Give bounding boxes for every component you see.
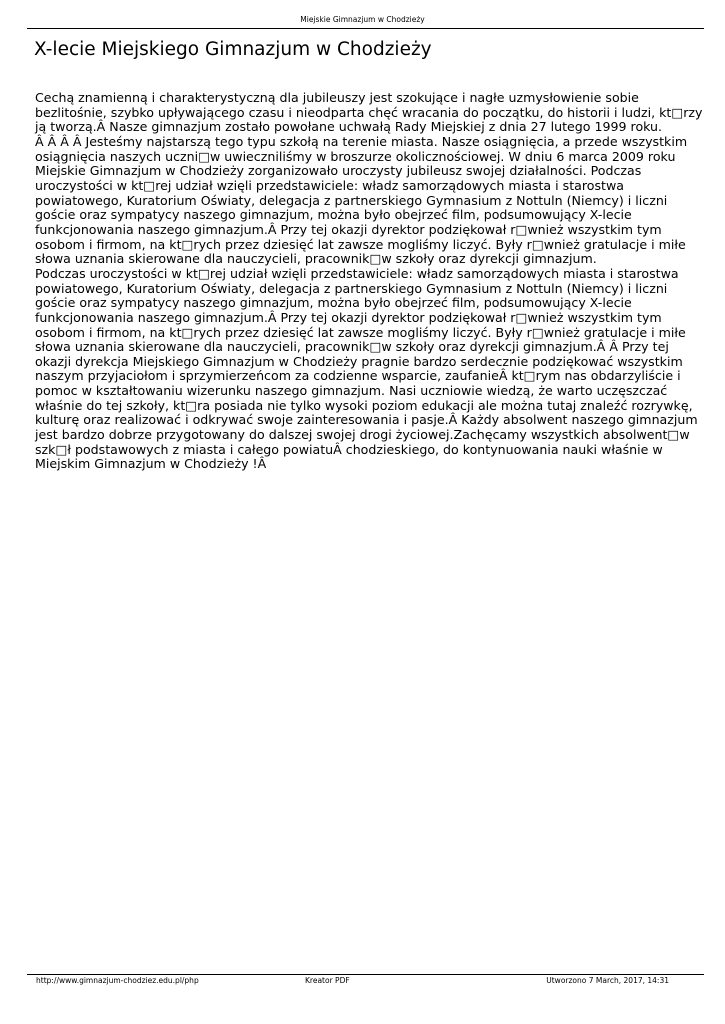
body-line: osobom i firmom, na kt□rych przez dziesięć lat zawsze mogliśmy liczyć. Były r□wnież gratulacje i miłe	[35, 324, 686, 340]
body-line: Â Â Â Â Jesteśmy najstarszą tego typu szkołą na terenie miasta. Nasze osiągnięcia, a przede wszystkim	[35, 133, 688, 149]
body-line: funkcjonowania naszego gimnazjum.Â Przy tej okazji dyrektor podziękował r□wnież wszystkim tym	[35, 221, 662, 237]
body-line: słowa uznania skierowane dla nauczycieli, pracownik□w szkoły oraz dyrekcji gimnazjum.	[35, 251, 597, 267]
header-rule	[27, 28, 704, 29]
footer-created-date: Utworzono 7 March, 2017, 14:31	[546, 976, 669, 985]
footer-rule	[27, 974, 704, 975]
body-line: właśnie do tej szkoły, kt□ra posiada nie tylko wysoki poziom edukacji ale można tutaj znaleźć rozrywkę,	[35, 397, 693, 413]
body-line: ją tworzą.Â Nasze gimnazjum zostało powołane uchwałą Rady Miejskiej z dnia 27 lutego 1999 roku.	[35, 119, 663, 135]
body-line: Cechą znamienną i charakterystyczną dla jubileuszy jest szokujące i nagłe uzmysłowienie sobie	[35, 90, 639, 105]
body-line: goście oraz sympatycy naszego gimnazjum, można było obejrzeć film, podsumowujący X-lecie	[35, 207, 632, 223]
body-line: funkcjonowania naszego gimnazjum.Â Przy tej okazji dyrektor podziękował r□wnież wszystkim tym	[35, 309, 662, 325]
body-line: słowa uznania skierowane dla nauczycieli, pracownik□w szkoły oraz dyrekcji gimnazjum.Â Â Przy tej	[35, 339, 669, 355]
body-line: Miejskie Gimnazjum w Chodzieży zorganizowało uroczysty jubileusz swojej działalności. Podczas	[35, 163, 642, 179]
body-line: jest bardzo dobrze przygotowany do dalszej swojej drogi życiowej.Zachęcamy wszystkich absolwent□w	[35, 427, 690, 443]
body-line: bezlitośnie, szybko upływającego czasu i nieodparta chęć wracania do początku, do historii i ludzi, kt□rzy	[35, 104, 703, 120]
body-line: naszym przyjaciołom i sprzymierzeńcom za codzienne wsparcie, zaufanieÂ kt□rym nas obdarzyliście i	[35, 368, 681, 384]
body-line: uroczystości w kt□rej udział wzięli przedstawiciele: władz samorządowych miasta i starostwa	[35, 177, 624, 193]
body-line: kulturę oraz realizować i odkrywać swoje zainteresowania i pasje.Â Każdy absolwent naszego gimnazjum	[35, 412, 698, 428]
running-header: Miejskie Gimnazjum w Chodzieży	[300, 15, 425, 24]
body-line: osiągnięcia naszych uczni□w uwieczniliśmy w broszurze okolicznościowej. W dniu 6 marca 2009 roku	[35, 148, 676, 164]
body-line: Miejskim Gimnazjum w Chodzieży !Â	[35, 456, 267, 472]
body-line: goście oraz sympatycy naszego gimnazjum, można było obejrzeć film, podsumowujący X-lecie	[35, 295, 632, 311]
footer-creator: Kreator PDF	[305, 976, 350, 985]
page-title: X-lecie Miejskiego Gimnazjum w Chodzieży	[34, 39, 432, 60]
body-line: Podczas uroczystości w kt□rej udział wzięli przedstawiciele: władz samorządowych miasta i starostwa	[35, 265, 679, 281]
body-line: okazji dyrekcja Miejskiego Gimnazjum w Chodzieży pragnie bardzo serdecznie podziękować wszystkim	[35, 353, 683, 369]
footer-url: http://www.gimnazjum-chodziez.edu.pl/php	[36, 976, 199, 985]
body-line: szk□ł podstawowych z miasta i całego powiatuÂ chodzieskiego, do kontynuowania nauki właśnie w	[35, 441, 663, 457]
body-line: pomoc w kształtowaniu wizerunku naszego gimnazjum. Nasi uczniowie wiedzą, że warto uczęszczać	[35, 383, 668, 399]
body-line: powiatowego, Kuratorium Oświaty, delegacja z partnerskiego Gymnasium z Nottuln (Niemcy) i liczni	[35, 192, 668, 208]
body-line: osobom i firmom, na kt□rych przez dziesięć lat zawsze mogliśmy liczyć. Były r□wnież gratulacje i miłe	[35, 236, 686, 252]
article-body	[35, 91, 707, 472]
body-line: powiatowego, Kuratorium Oświaty, delegacja z partnerskiego Gymnasium z Nottuln (Niemcy) i liczni	[35, 280, 668, 296]
